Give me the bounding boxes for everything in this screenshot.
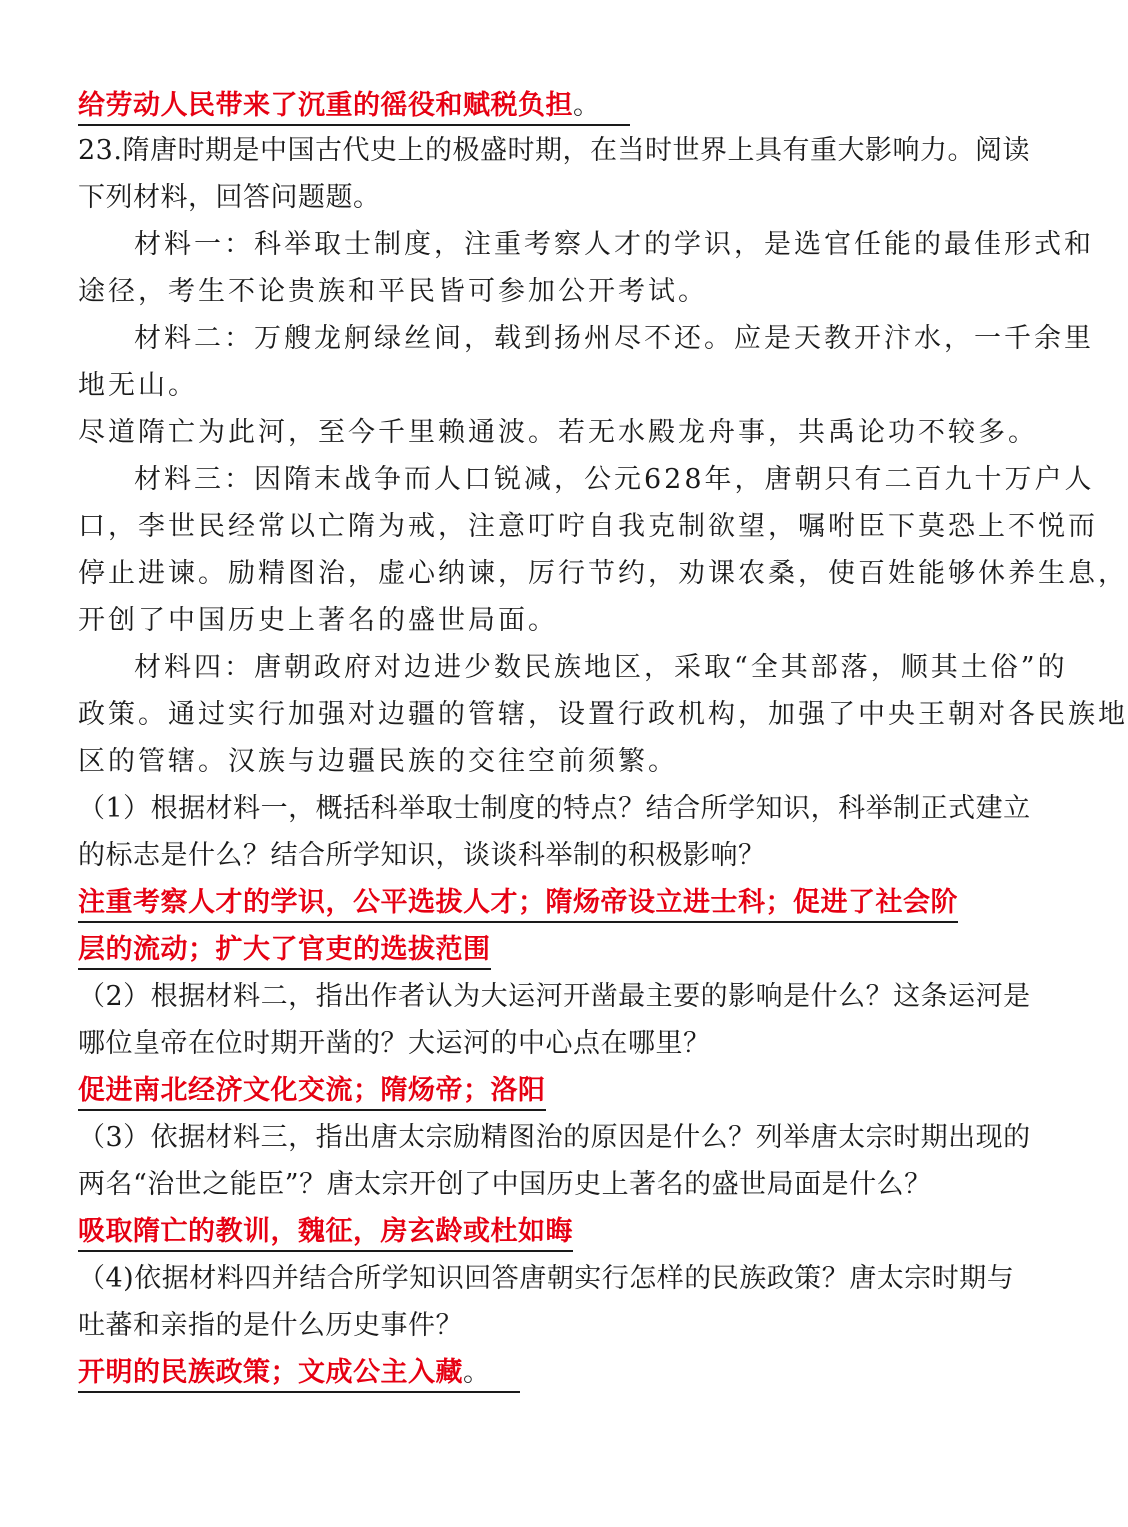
sub-question-4-line-1: （4)依据材料四并结合所学知识回答唐朝实行怎样的民族政策？唐太宗时期与 [78,1263,1015,1294]
material-4-line-3: 区的管辖。汉族与边疆民族的交往空前须繁。 [78,746,678,777]
material-3-line-4: 开创了中国历史上著名的盛世局面。 [78,605,558,636]
sub-question-3-line-2: 两名“治世之能臣”？唐太宗开创了中国历史上著名的盛世局面是什么？ [78,1169,932,1200]
material-2-line-1: 材料二：万艘龙舸绿丝间，载到扬州尽不还。应是天教开汴水，一千余里 [134,323,1094,354]
material-1-line-2: 途径，考生不论贵族和平民皆可参加公开考试。 [78,276,708,307]
material-3-line-2: 口，李世民经常以亡隋为戒，注意叮咛自我克制欲望，嘱咐臣下莫恐上不悦而 [78,511,1098,542]
answer-1-line-2-text: 层的流动；扩大了官吏的选拔范围 [78,934,491,970]
answer-1-line-1-text: 注重考察人才的学识，公平选拔人才；隋炀帝设立进士科；促进了社会阶 [78,887,958,923]
material-2-line-2: 地无山。 [78,370,198,401]
material-2-line-3: 尽道隋亡为此河，至今千里赖通波。若无水殿龙舟事，共禹论功不较多。 [78,417,1038,448]
answer-3-line-1 [78,1208,1004,1255]
answer-2-line-1 [78,1067,1004,1114]
previous-answer [78,82,1004,129]
document-page [78,82,1128,1396]
material-3-line-3: 停止进谏。励精图治，虚心纳谏，厉行节约，劝课农桑，使百姓能够休养生息， [78,558,1128,589]
answer-1-line-1 [78,879,1004,926]
question-stem-line-2: 下列材料，回答问题题。 [78,182,381,213]
material-4-line-2: 政策。通过实行加强对边疆的管辖，设置行政机构，加强了中央王朝对各民族地 [78,699,1128,730]
sub-question-2-line-1: （2）根据材料二，指出作者认为大运河开凿最主要的影响是什么？这条运河是 [78,981,1031,1012]
sub-question-3-line-1: （3）依据材料三，指出唐太宗励精图治的原因是什么？列举唐太宗时期出现的 [78,1122,1031,1153]
answer-2-line-1-text: 促进南北经济文化交流；隋炀帝；洛阳 [78,1075,546,1111]
answer-3-line-1-text: 吸取隋亡的教训，魏征，房玄龄或杜如晦 [78,1216,573,1252]
sub-question-4-line-2: 吐蕃和亲指的是什么历史事件？ [78,1310,463,1341]
previous-answer-text: 给劳动人民带来了沉重的徭役和赋税负担 [78,90,573,121]
previous-answer-tail: 。 [573,90,601,121]
answer-4-line-1-text: 开明的民族政策；文成公主入藏 [78,1357,463,1388]
answer-1-line-2 [78,926,1004,973]
material-4-line-1: 材料四：唐朝政府对边进少数民族地区，采取“全其部落，顺其土俗”的 [134,652,1068,683]
sub-question-1-line-2: 的标志是什么？结合所学知识，谈谈科举制的积极影响？ [78,840,766,871]
material-1-line-1: 材料一：科举取士制度，注重考察人才的学识，是选官任能的最佳形式和 [134,229,1094,260]
answer-4-line-1 [78,1349,1004,1396]
question-stem-line-1: 23.隋唐时期是中国古代史上的极盛时期，在当时世界上具有重大影响力。阅读 [78,135,1030,166]
sub-question-2-line-2: 哪位皇帝在位时期开凿的？大运河的中心点在哪里？ [78,1028,711,1059]
sub-question-1-line-1: （1）根据材料一，概括科举取士制度的特点？结合所学知识，科举制正式建立 [78,793,1031,824]
answer-4-tail: 。 [463,1357,491,1388]
material-3-line-1: 材料三：因隋末战争而人口锐减，公元628年，唐朝只有二百九十万户人 [134,464,1095,495]
